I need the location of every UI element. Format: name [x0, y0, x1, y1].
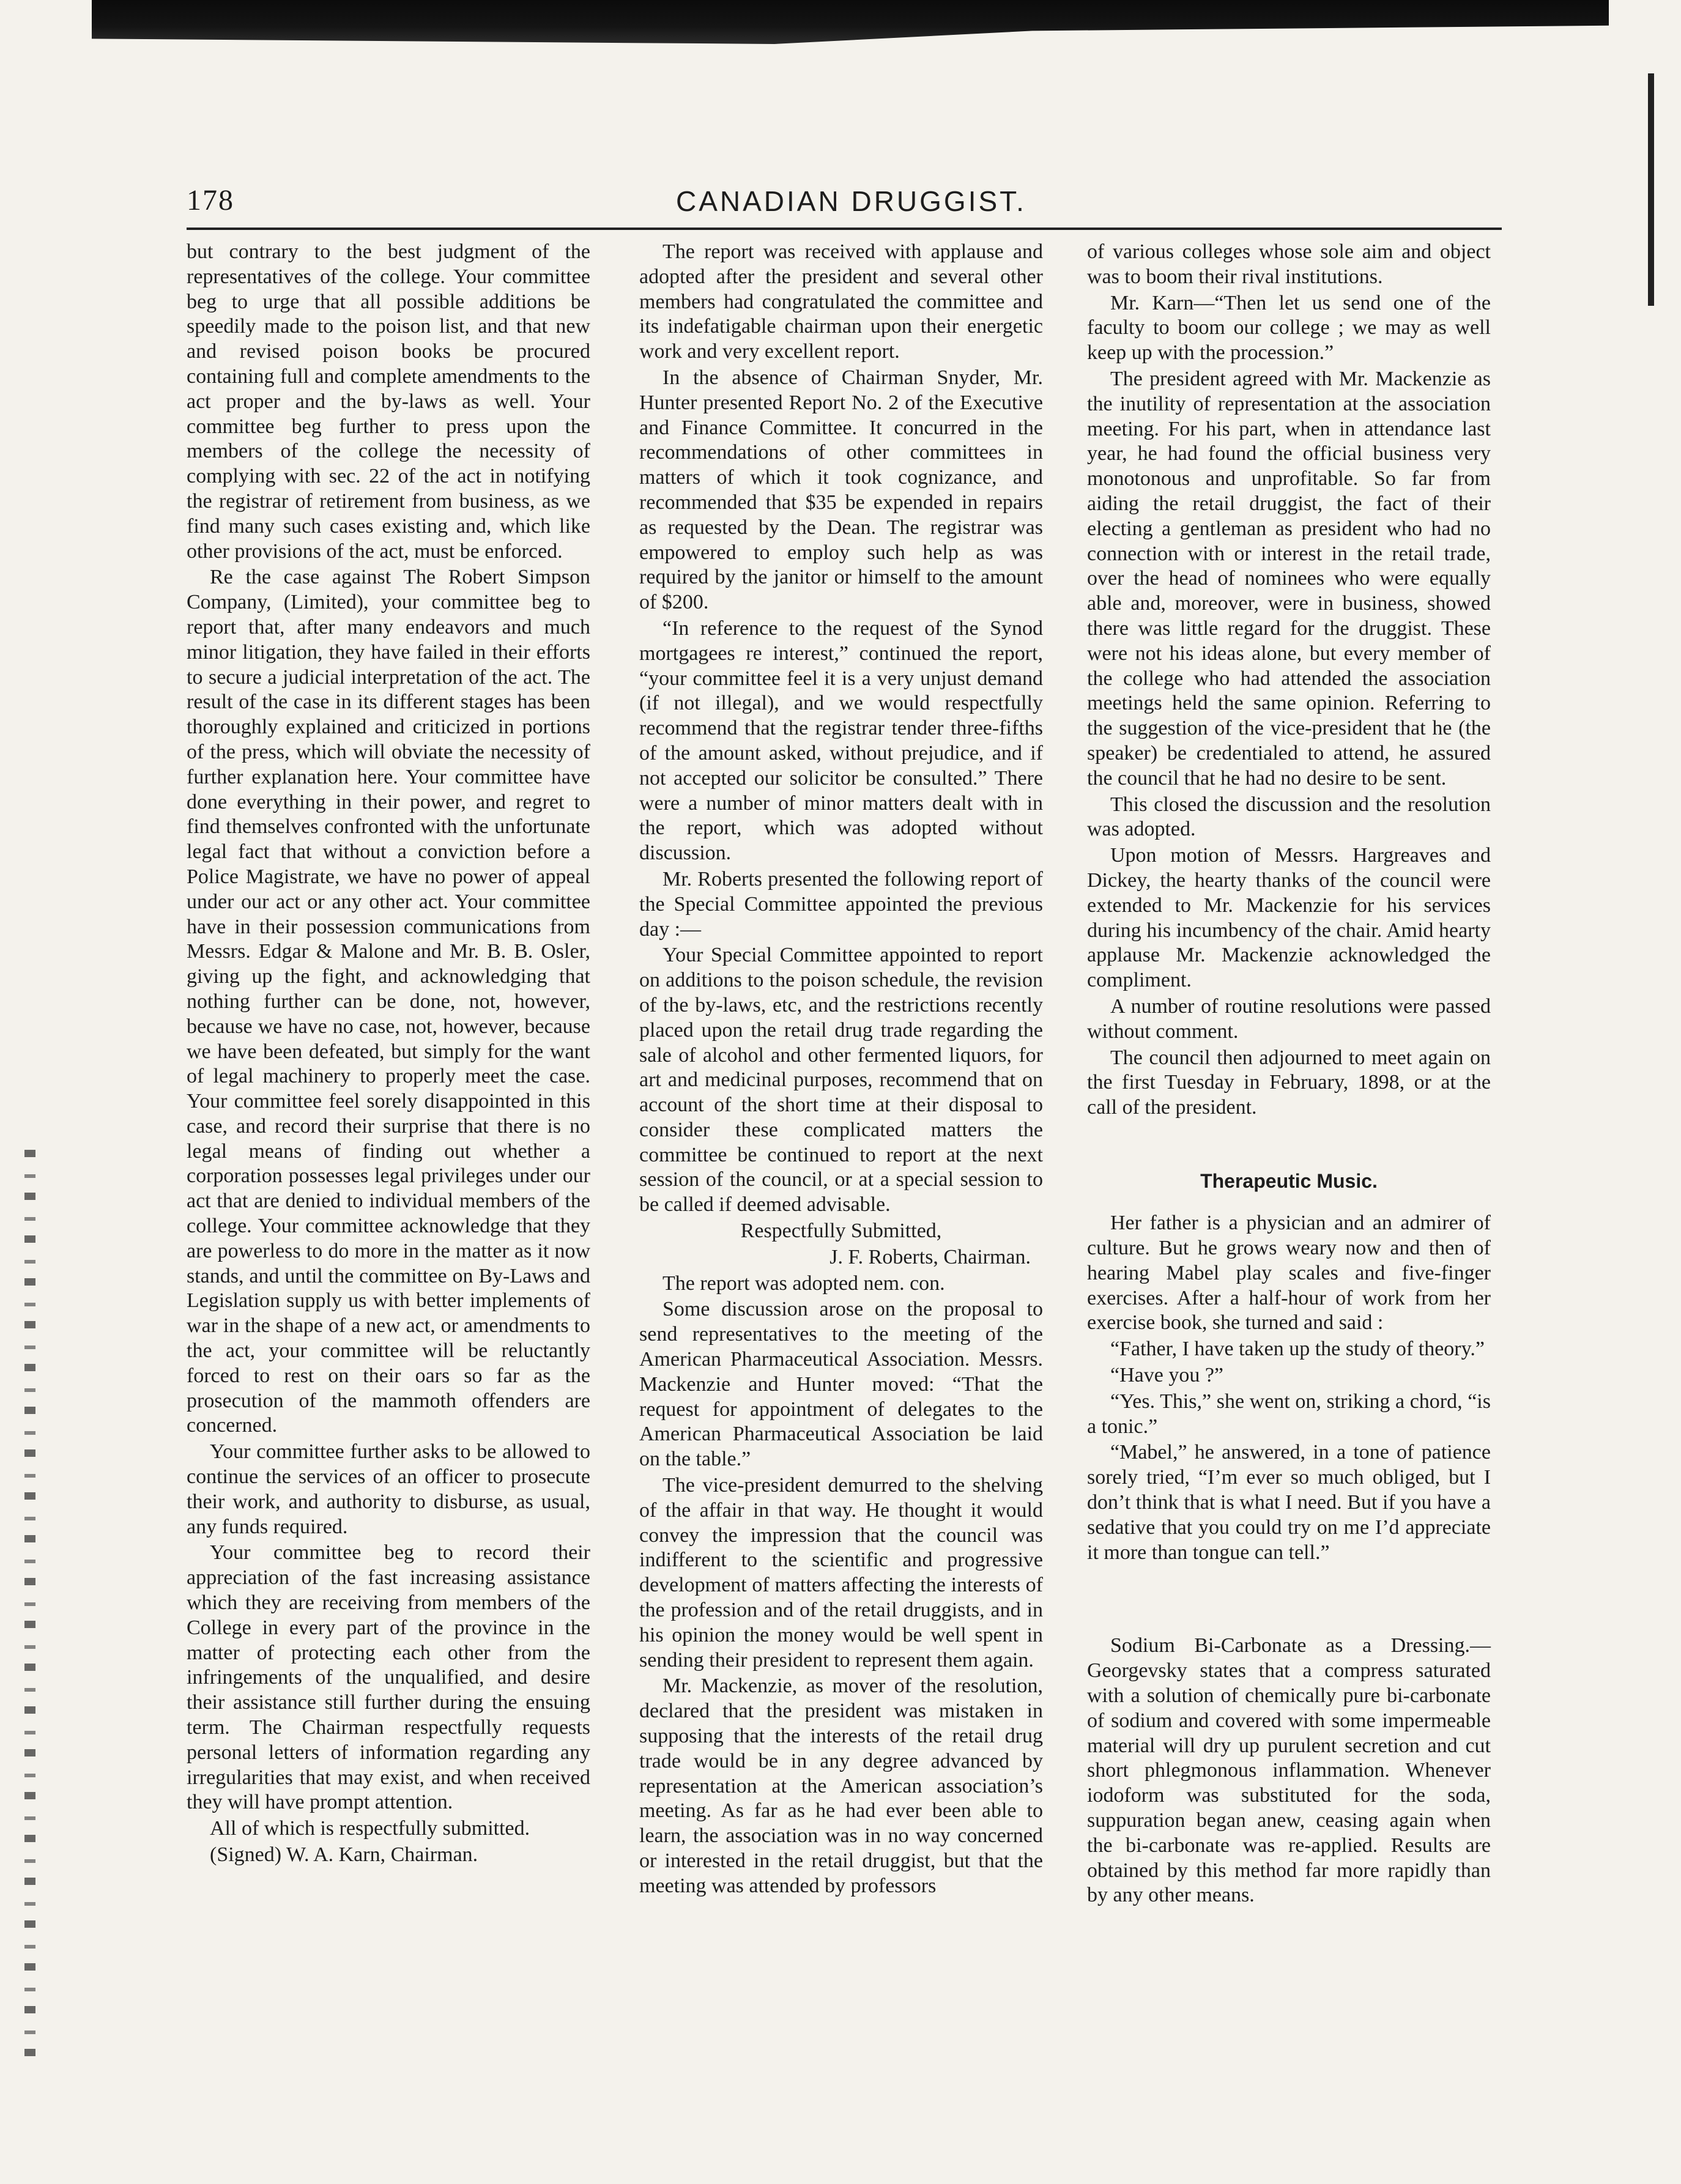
running-title: CANADIAN DRUGGIST. — [676, 185, 1026, 217]
paragraph: “Have you ?” — [1110, 1364, 1224, 1387]
paragraph: The council then adjourned to meet again on the first Tuesday in February, 1898, or at the call of the president. — [1087, 1046, 1491, 1119]
scan-edge-bar — [92, 0, 1609, 44]
section-spacer — [1087, 1566, 1491, 1634]
column-2 — [639, 240, 1043, 2136]
paragraph: “Mabel,” he answered, in a tone of patience sorely tried, “I’m ever so much obliged, but I don’t think that is what I need. But if you have a sedative that you could try on me I’d appreciate it more than tongue can tell.” — [1087, 1441, 1491, 1564]
paragraph: Mr. Roberts presented the following report of the Special Committee appointed the previous day :— — [639, 867, 1043, 941]
paragraph: but contrary to the best judgment of the representatives of the college. Your committee beg to urge that all possible additions be speedily made to the poison list, and that new and revised poison books be procured containing full and complete amendments to the act proper and the by-laws as well. Your committee beg further to press upon the members of the college the necessity of complying with sec. 22 of the act in notifying the registrar of retirement from business, as we find many such cases existing and, which like other provisions of the act, must be enforced. — [187, 240, 590, 563]
header-rule — [187, 228, 1502, 230]
scan-right-edge — [1648, 73, 1654, 306]
paragraph: Mr. Mackenzie, as mover of the resolution, declared that the president was mistaken in supposing that the interests of the retail drug trade would be in any degree advanced by representation at the American association’s meeting. As far as he had ever been able to learn, the association was in no way concerned or interested in the retail druggist, but that the meeting was attended by professors — [639, 1675, 1043, 1897]
paragraph: Your Special Committee appointed to report on additions to the poison schedule, the revision of the by-laws, etc, and the restrictions recently placed upon the retail drug trade regarding the sale of alcohol and other fermented liquors, for art and medicinal purposes, recommend that on account of the short time at their disposal to consider these complicated matters the committee be continued to report at the next session of the council, or at a special session to be called if deemed advisable. — [639, 944, 1043, 1216]
paragraph: This closed the discussion and the resolution was adopted. — [1087, 793, 1491, 841]
paragraph: of various colleges whose sole aim and object was to boom their rival institutions. — [1087, 240, 1491, 288]
signature: (Signed) W. A. Karn, Chairman. — [210, 1843, 478, 1866]
paragraph: “In reference to the request of the Synod mortgagees re interest,” continued the report, “your committee feel it is a very unjust demand (if not illegal), and we would respectfully recommend that the registrar tender three-fifths of the amount asked, without prejudice, and if not accepted our solicitor be consulted.” There were a number of minor matters dealt with in the report, which was adopted without discussion. — [639, 616, 1043, 865]
page-number: 178 — [187, 184, 234, 217]
page-header — [187, 181, 1502, 230]
paragraph: In the absence of Chairman Snyder, Mr. Hunter presented Report No. 2 of the Executive and Finance Committee. It concurred in the recommendations of other committees in matters of which it took cognizance, and recommended that $35 be expended in repairs as requested by the Dean. The registrar was empowered to employ such help as was required by the janitor or himself to the amount of $200. — [639, 366, 1043, 614]
column-3 — [1087, 240, 1491, 2136]
paragraph: Upon motion of Messrs. Hargreaves and Dickey, the hearty thanks of the council were extended to Mr. Mackenzie for his services during his incumbency of the chair. Amid hearty applause Mr. Mackenzie acknowledged the compliment. — [1087, 844, 1491, 992]
scan-binding-marks — [24, 1150, 35, 2067]
paragraph: “Father, I have taken up the study of theory.” — [1110, 1338, 1485, 1361]
signature-name: J. F. Roberts, Chairman. — [829, 1245, 1031, 1268]
paragraph: Re the case against The Robert Simpson Company, (Limited), your committee beg to report that, after many endeavors and much minor litigation, they have failed in their efforts to secure a judicial interpretation of the act. The result of the case in its different stages has been thoroughly explained and criticized in portions of the press, which will obviate the necessity of further explanation here. Your committee have done everything in their power, and regret to find themselves confronted with the unfortunate legal fact that without a conviction before a Police Magistrate, we have no power of appeal under our act or any other act. Your committee have in their possession communications from Messrs. Edgar & Malone and Mr. B. B. Osler, giving up the fight, and acknowledging that nothing further can be done, not, however, because we have no case, not, however, because we have been defeated, but simply for the want of legal machinery to properly meet the case. Your committee feel sorely disappointed in this case, and record their surprise that there is no legal means of finding out whether a corporation possesses legal privileges under our act that are denied to individual members of the college. Your committee acknowledge that they are powerless to do more in the matter as it now stands, and until the committee on By-Laws and Legislation supply us with better implements of war in the shape of a new act, or amendments to the act, your committee will be reluctantly forced to rest on their oars so far as the prosecution of the mammoth offenders are concerned. — [187, 566, 590, 1437]
paragraph: The report was adopted nem. con. — [662, 1272, 945, 1295]
paragraph: A number of routine resolutions were passed without comment. — [1087, 994, 1491, 1043]
signature-line: Respectfully Submitted, — [740, 1220, 942, 1243]
paragraph: Sodium Bi-Carbonate as a Dressing.—Georgevsky states that a compress saturated with a solution of chemically pure bi-carbonate of sodium and covered with some impermeable material will dry up purulent secretion and cut short phlegmonous inflammation. Whenever iodoform was substituted for the soda, suppuration began anew, ceasing again when the bi-carbonate was re-applied. Results are obtained by this method far more rapidly than by any other means. — [1087, 1634, 1491, 1907]
paragraph: The president agreed with Mr. Mackenzie as the inutility of representation at the association meeting. For his part, when in attendance last year, he had found the official business very monotonous and unprofitable. So far from aiding the retail druggist, the fact of their electing a gentleman as president who had no connection with or interest in the retail trade, over the head of nominees who were equally able and, moreover, were in business, showed there was little regard for the druggist. These were not his ideas alone, but every member of the college who had attended the association meetings held the same opinion. Referring to the suggestion of the vice-president that he (the speaker) be credentialed to attend, he assured the council that he had no desire to be sent. — [1087, 367, 1491, 790]
paragraph: Mr. Karn—“Then let us send one of the faculty to boom our college ; we may as well keep up with the procession.” — [1087, 291, 1491, 365]
paragraph: Your committee beg to record their appreciation of the fast increasing assistance which they are receiving from members of the College in every part of the province in the matter of protecting each other from the infringements of the unqualified, and desire their assistance still further during the ensuing term. The Chairman respectfully requests personal letters of information regarding any irregularities that may exist, and when received they will have prompt attention. — [187, 1541, 590, 1814]
paragraph: Some discussion arose on the proposal to send representatives to the meeting of the American Pharmaceutical Association. Messrs. Mackenzie and Hunter moved: “That the request for appointment of delegates to the American Pharmaceutical Association be laid on the table.” — [639, 1298, 1043, 1471]
paragraph: All of which is respectfully submitted. — [210, 1817, 530, 1840]
paragraph: The report was received with applause and adopted after the president and several other members had congratulated the committee and its indefatigable chairman upon their energetic work and very excellent report. — [639, 240, 1043, 363]
column-1 — [187, 240, 590, 2136]
paragraph: The vice-president demurred to the shelving of the affair in that way. He thought it would convey the impression that the council was indifferent to the scientific and progressive development of matters affecting the interests of the profession and of the retail druggists, and in his opinion the money would be well spent in sending their president to represent them again. — [639, 1474, 1043, 1671]
paragraph: Her father is a physician and an admirer of culture. But he grows weary now and then of hearing Mabel play scales and five-finger exercises. After a half-hour of work from her exercise book, she turned and said : — [1087, 1212, 1491, 1334]
section-heading: Therapeutic Music. — [1200, 1169, 1378, 1192]
paragraph: Your committee further asks to be allowed to continue the services of an officer to prosecute their work, and authority to disburse, as usual, any funds required. — [187, 1440, 590, 1538]
paragraph: “Yes. This,” she went on, striking a chord, “is a tonic.” — [1087, 1390, 1491, 1438]
